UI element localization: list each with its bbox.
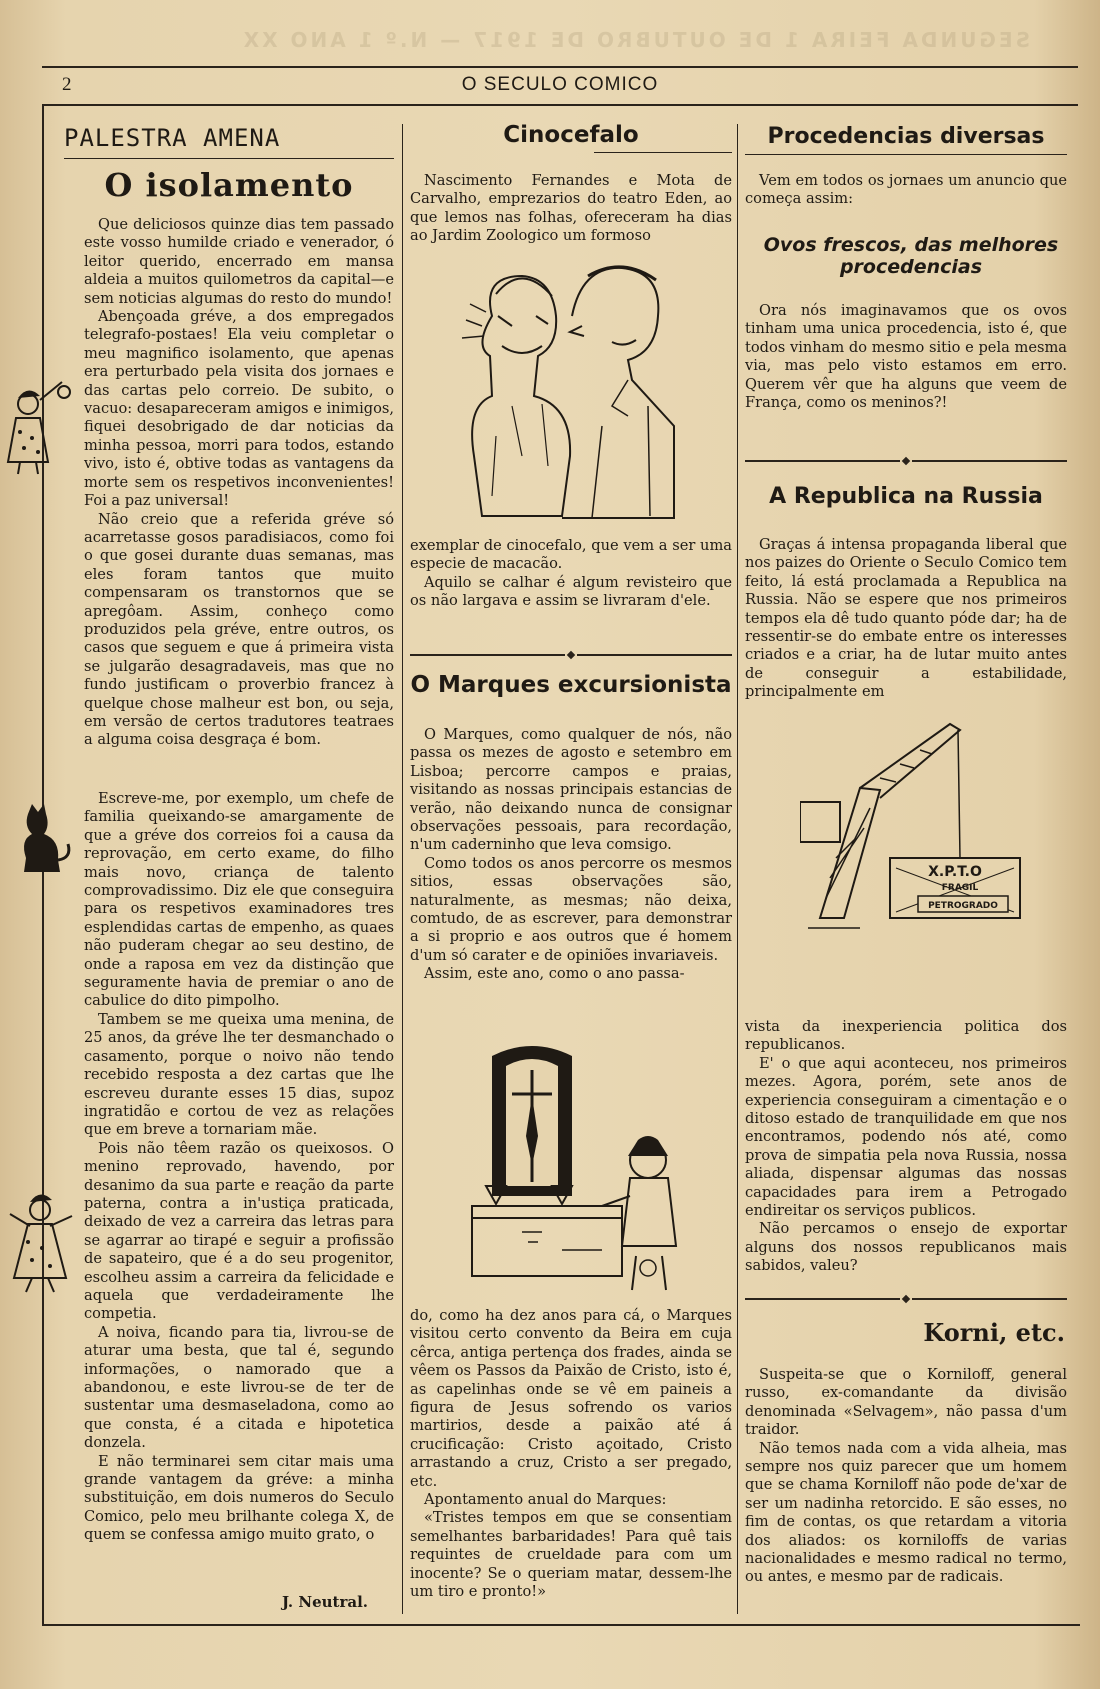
- page-header: [42, 66, 1078, 106]
- section-divider: [745, 1296, 1067, 1302]
- paragraph: Tambem se me queixa uma menina, de 25 anos, da gréve lhe ter desmanchado o casamento, porque o noivo não tendo recebido resposta a dez cartas que lhe escreveu durante esses 15 dias, supoz ingratidão e cortou de vez as relações que em breve a tornariam mãe.: [84, 1010, 394, 1139]
- illustration-man-with-baboon: [452, 256, 682, 528]
- title-underline: [745, 154, 1067, 155]
- paragraph: do, como ha dez anos para cá, o Marques visitou certo convento da Beira em cuja cêrca, antiga pertença dos frades, ainda se vêem os Passos da Paixão de Cristo, isto é, as capelinhas onde se vê em paineis a figura de Jesus sofrendo os varios martirios, desde a paixão até á crucificação: Cristo açoitado, Cristo arrastando a cruz, Cristo a ser pregado, etc.: [410, 1307, 732, 1490]
- paragraph: Não creio que a referida gréve só acarretasse gosos paradisiacos, como foi o que gosei durante duas semanas, mas eles foram tantos que muito compensaram os transtornos que se apregôam. Assim, conheço como produzidos pela gréve, entre outros, os casos que seguem e que á primeira vista se julgarão desagradaveis, mas que no fundo justificam o proverbio francez à quelque chose malheur est bon, ou seja, em versão de certos tradutores teatraes a alguma coisa desgraça é bom.: [84, 510, 394, 749]
- article-korni: [745, 1366, 1067, 1587]
- article-title-republica: A Republica na Russia: [769, 484, 1043, 509]
- column-rule-1: [402, 124, 403, 1614]
- margin-figure-girl-icon: [4, 378, 74, 478]
- margin-black-cat-icon: [14, 800, 74, 874]
- title-underline: [594, 152, 732, 153]
- paragraph: O Marques, como qualquer de nós, não passa os mezes de agosto e setembro em Lisboa; percorre campos e praias, visitando as nossas principais estancias de verão, não deixando nunca de consignar observações pessoais, para recordação, n'um caderninho que leva comsigo.: [410, 726, 732, 854]
- illustration-chapel-crucifix: [462, 1036, 684, 1300]
- paragraph: E' o que aqui aconteceu, nos primeiros mezes. Agora, porém, sete anos de experiencia conseguiram a cimentação e o ditoso estado de tranquilidade em que nos encontramos, podendo nós até, como prova de simpatia pela nova Russia, nossa aliada, dispensar algumas das nossas capacidades para irem a Petrogado endireitar os serviços publicos.: [745, 1054, 1067, 1220]
- paragraph: Vem em todos os jornaes um anuncio que começa assim:: [745, 172, 1067, 208]
- paragraph: exemplar de cinocefalo, que vem a ser uma especie de macacão.: [410, 537, 732, 573]
- signature: J. Neutral.: [282, 1593, 369, 1611]
- illustration-crane-crate: [800, 718, 1036, 940]
- article-title-procedencias: Procedencias diversas: [767, 124, 1045, 149]
- article-marques-part1: [410, 726, 732, 984]
- article-cinocefalo-intro: [410, 172, 732, 246]
- section-divider: [410, 652, 732, 658]
- paragraph: Pois não têem razão os queixosos. O menino reprovado, havendo, por desanimo da sua parte e reação da parte paterna, contra a in'ustiça praticada, deixado de vez a carreira das letras para se agarrar ao tirapé e seguir a profissão de sapateiro, que é a do seu progenitor, escolheu assim a carreira da felicidade e aquela que verdadeiramente lhe competia.: [84, 1139, 394, 1323]
- quoted-advert: Ovos frescos, das melhores procedencias: [763, 234, 1059, 278]
- section-rule: [64, 158, 394, 159]
- paragraph: Assim, este ano, como o ano passa-: [424, 965, 685, 983]
- paragraph: Escreve-me, por exemplo, um chefe de familia queixando-se amargamente de que a gréve dos correios foi a causa da reprovação, em certo exame, do filho mais novo, criança de talento comprovadissimo. Diz ele que conseguira para os respetivos examinadores tres esplendidas cartas de empenho, as quaes não puderam chegar ao seu destino, de onde a raposa em vez da distinção que seguramente havia de premiar o ano de cabulice do dito pimpolho.: [84, 790, 394, 1010]
- article-title-cinocefalo: Cinocefalo: [503, 122, 639, 148]
- crate-label-3: PETROGRADO: [928, 901, 998, 911]
- paragraph: Ora nós imaginavamos que os ovos tinham uma unica procedencia, isto é, que todos vinham do mesmo sitio e pela mesma via, mas pelo visto estamos em erro. Querem vêr que ha alguns que veem de França, como os meninos?!: [745, 302, 1067, 412]
- paragraph: Apontamento anual do Marques:: [424, 1491, 667, 1509]
- paragraph: Não percamos o ensejo de exportar alguns dos nossos republicanos mais sabidos, valeu?: [745, 1220, 1067, 1275]
- column-rule-2: [737, 124, 738, 1614]
- paragraph: Aquilo se calhar é algum revisteiro que os não largava e assim se livraram d'ele.: [410, 573, 732, 610]
- crate-label-2: FRAGIL: [941, 883, 979, 893]
- show-through-text: SEGUNDA FEIRA 1 DE OUTUBRO DE 1917 — N.º 1 ANO XX: [240, 28, 1030, 52]
- article-procedencias-intro: [745, 172, 1067, 209]
- paragraph: Graças á intensa propaganda liberal que nos paizes do Oriente o Seculo Comico tem feito, lá está proclamada a Republica na Russia. Não se espere que nos primeiros tempos ela dê tudo quanto póde dar; ha de ressentir-se do embate entre os interesses criados e a criar, ha de lutar muito antes de conseguir a estabilidade, principalmente em: [745, 536, 1067, 701]
- section-heading-palestra: PALESTRA AMENA: [64, 124, 281, 152]
- paragraph: Como todos os anos percorre os mesmos sitios, essas observações são, naturalmente, as mesmas; não deixa, comtudo, de as escrever, para demonstrar a si proprio e aos outros que é homem d'um só carater e de opiniões invariaveis.: [410, 854, 732, 964]
- article-title-korni: Korni, etc.: [923, 1318, 1065, 1347]
- paragraph: «Tristes tempos em que se consentiam semelhantes barbaridades! Para quê tais requintes de crueldade para com um inocente? Se o queriam matar, dessem-lhe um tiro e pronto!»: [410, 1509, 732, 1601]
- paragraph: vista da inexperiencia politica dos republicanos.: [745, 1018, 1067, 1054]
- crate-label-1: X.P.T.O: [928, 864, 982, 880]
- article-marques-part2: [410, 1307, 732, 1602]
- paragraph: Nascimento Fernandes e Mota de Carvalho, emprezarios do teatro Eden, ao que lemos nas folhas, ofereceram ha dias ao Jardim Zoologico um formoso: [410, 172, 732, 245]
- paragraph: Que deliciosos quinze dias tem passado este vosso humilde criado e venerador, ó leitor querido, encerrado em mansa aldeia a muitos quilometros da capital—e sem noticias algumas do resto do mundo!: [84, 216, 394, 307]
- article-isolamento-part2: [84, 790, 394, 1545]
- article-isolamento-part1: [84, 216, 394, 750]
- article-title-marques: O Marques excursionista: [410, 672, 732, 698]
- paragraph: Não temos nada com a vida alheia, mas sempre nos quiz parecer que um homem que se chama Korniloff não pode de'xar de ser um nadinha retorcido. E são esses, no fim de contas, os que retardam a vitoria dos aliados: os korniloffs de varias nacionalidades e mesmo radical no termo, ou antes, e mesmo par de radicais.: [745, 1439, 1067, 1586]
- page-number: 2: [62, 74, 72, 95]
- masthead: O SECULO COMICO: [461, 74, 659, 95]
- article-republica-part2: [745, 1018, 1067, 1276]
- article-cinocefalo-end: [410, 537, 732, 611]
- margin-figure-dancer-icon: [6, 1186, 78, 1296]
- article-republica-part1: [745, 536, 1067, 702]
- paragraph: A noiva, ficando para tia, livrou-se de aturar uma besta, que tal é, segundo informações, o namorado que a abandonou, e este livrou-se de ter de sustentar uma desmaseladona, como ao que consta, é a citada e hipotetica donzela.: [84, 1323, 394, 1452]
- section-divider: [745, 458, 1067, 464]
- paragraph: E não terminarei sem citar mais uma grande vantagem da gréve: a minha substituição, em dois numeros do Seculo Comico, pelo meu brilhante colega X, de quem se confessa amigo muito grato, o: [84, 1452, 394, 1544]
- paragraph: Suspeita-se que o Korniloff, general russo, ex-comandante da divisão denominada «Selvagem», não passa d'um traidor.: [745, 1366, 1067, 1439]
- article-title-isolamento: O isolamento: [104, 166, 354, 204]
- article-procedencias-body: [745, 302, 1067, 412]
- paragraph: Abençoada gréve, a dos empregados telegrafo-postaes! Ela veiu completar o meu magnifico isolamento, que apenas era perturbado pela visita dos jornaes e das cartas pelo correio. De subito, o vacuo: desapareceram amigos e inimigos, fiquei desobrigado de dar noticias da minha pessoa, morri para todos, estando vivo, isto é, obtive todas as vantagens da morte sem os respetivos inconvenientes! Foi a paz universal!: [84, 308, 394, 510]
